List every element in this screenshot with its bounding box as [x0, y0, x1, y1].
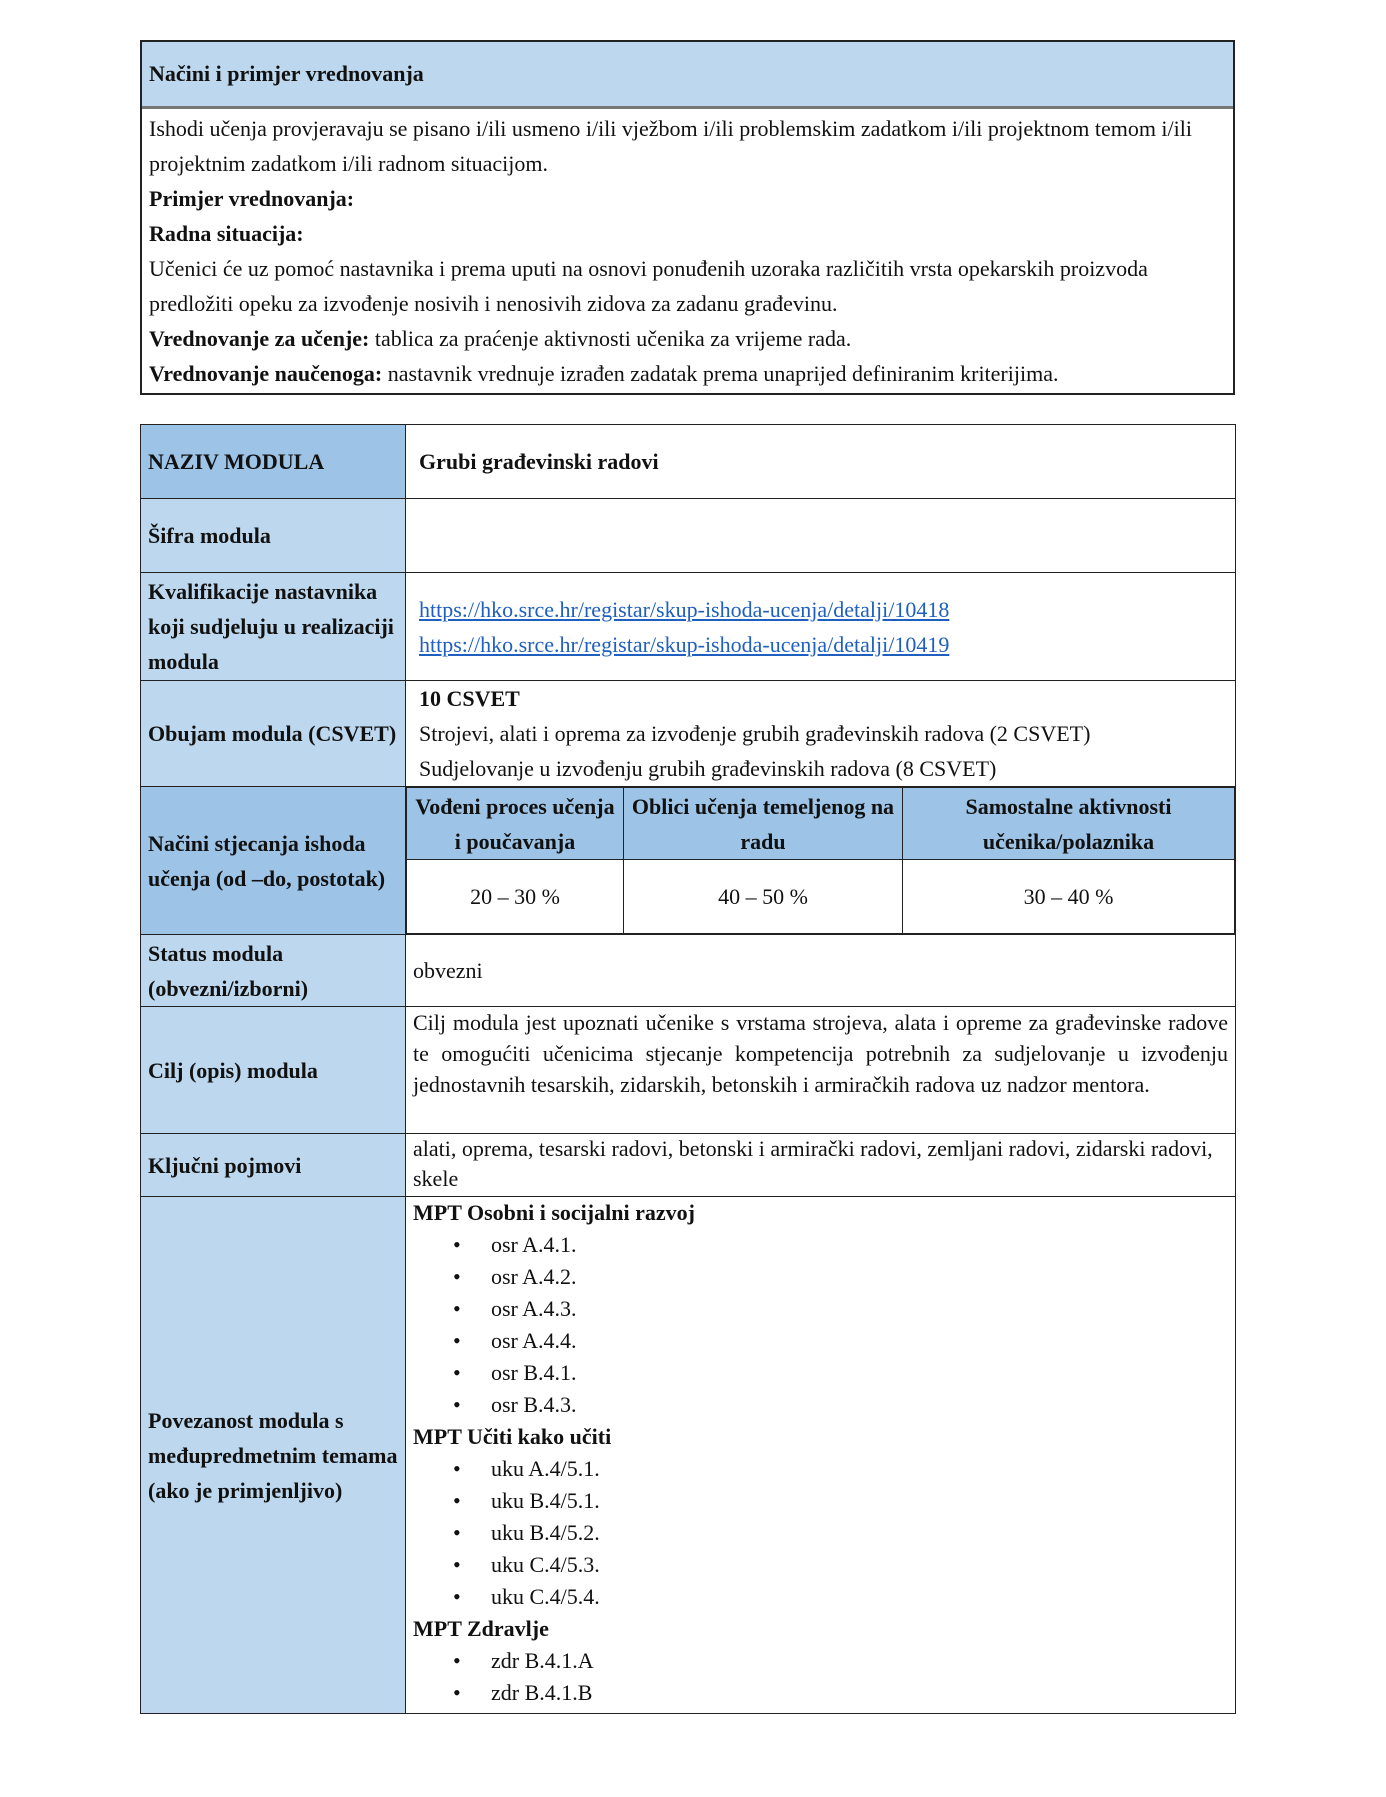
list-item — [413, 1453, 1228, 1485]
module-code-label: Šifra modula — [141, 499, 406, 573]
bullet-icon: • — [453, 1552, 461, 1577]
bullet-icon: • — [453, 1392, 461, 1417]
list-item-text: osr B.4.1. — [491, 1360, 577, 1385]
crosscurricular-group-title: MPT Zdravlje — [413, 1616, 549, 1641]
crosscurricular-value — [406, 1197, 1236, 1714]
bullet-icon: • — [453, 1456, 461, 1481]
list-item — [413, 1677, 1228, 1709]
row-crosscurricular — [141, 1197, 1236, 1714]
list-item — [413, 1261, 1228, 1293]
list-item — [413, 1549, 1228, 1581]
list-item — [413, 1389, 1228, 1421]
acquisition-value: 20 – 30 % — [407, 860, 624, 934]
keywords-label: Ključni pojmovi — [141, 1134, 406, 1197]
list-item — [413, 1229, 1228, 1261]
row-module-name — [141, 425, 1236, 499]
list-item-text: osr A.4.1. — [491, 1232, 577, 1257]
list-item — [413, 1485, 1228, 1517]
list-item-text: osr A.4.3. — [491, 1296, 577, 1321]
bullet-icon: • — [453, 1648, 461, 1673]
bullet-icon: • — [453, 1520, 461, 1545]
list-item — [413, 1357, 1228, 1389]
bullet-icon: • — [453, 1360, 461, 1385]
bullet-icon: • — [453, 1584, 461, 1609]
list-item — [413, 1581, 1228, 1613]
row-scope — [141, 681, 1236, 787]
list-item-text: uku A.4/5.1. — [491, 1456, 600, 1481]
for-learning-text: tablica za praćenje aktivnosti učenika za vrijeme rada. — [369, 326, 852, 351]
list-item — [413, 1645, 1228, 1677]
bullet-icon: • — [453, 1232, 461, 1257]
status-value: obvezni — [406, 935, 1236, 1007]
evaluation-title: Načini i primjer vrednovanja — [142, 42, 1233, 109]
crosscurricular-list — [413, 1645, 1228, 1709]
acquisition-header: Samostalne aktivnosti učenika/polaznika — [903, 788, 1235, 860]
row-goal — [141, 1007, 1236, 1134]
of-learning-label: Vrednovanje naučenoga: — [149, 361, 383, 386]
crosscurricular-list — [413, 1453, 1228, 1613]
qualification-link-2[interactable]: https://hko.srce.hr/registar/skup-ishoda-ucenja/detalji/10419 — [419, 631, 950, 657]
scope-label: Obujam modula (CSVET) — [141, 681, 406, 787]
list-item-text: zdr B.4.1.A — [491, 1648, 594, 1673]
crosscurricular-group-title: MPT Učiti kako učiti — [413, 1424, 612, 1449]
acquisition-value: 30 – 40 % — [903, 860, 1235, 934]
module-name-label: NAZIV MODULA — [141, 425, 406, 499]
goal-label: Cilj (opis) modula — [141, 1007, 406, 1134]
list-item-text: uku C.4/5.4. — [491, 1584, 600, 1609]
qualifications-label: Kvalifikacije nastavnika koji sudjeluju u realizaciji modula — [141, 573, 406, 681]
row-acquisition — [141, 787, 1236, 935]
scope-total: 10 CSVET — [419, 686, 520, 711]
list-item-text: osr A.4.2. — [491, 1264, 577, 1289]
row-status — [141, 935, 1236, 1007]
module-code-value[interactable] — [406, 499, 1236, 573]
row-qualifications — [141, 573, 1236, 681]
acquisition-header: Oblici učenja temeljenog na radu — [624, 788, 903, 860]
evaluation-table — [140, 40, 1235, 395]
crosscurricular-list — [413, 1229, 1228, 1421]
keywords-value: alati, oprema, tesarski radovi, betonski i armirački radovi, zemljani radovi, zidarski radovi, skele — [406, 1134, 1236, 1197]
list-item — [413, 1293, 1228, 1325]
module-table — [140, 424, 1236, 1714]
evaluation-body — [142, 109, 1233, 393]
acquisition-header: Vođeni proces učenja i poučavanja — [407, 788, 624, 860]
qualification-link-1[interactable]: https://hko.srce.hr/registar/skup-ishoda-ucenja/detalji/10418 — [419, 596, 950, 622]
acquisition-label: Načini stjecanja ishoda učenja (od –do, postotak) — [141, 787, 406, 935]
crosscurricular-group-title: MPT Osobni i socijalni razvoj — [413, 1200, 695, 1225]
example-heading: Primjer vrednovanja: — [149, 186, 355, 211]
scope-item: Strojevi, alati i oprema za izvođenje grubih građevinskih radova (2 CSVET) — [419, 721, 1091, 746]
acquisition-value: 40 – 50 % — [624, 860, 903, 934]
bullet-icon: • — [453, 1680, 461, 1705]
list-item-text: uku B.4/5.2. — [491, 1520, 600, 1545]
scope-item: Sudjelovanje u izvođenju grubih građevinskih radova (8 CSVET) — [419, 756, 997, 781]
bullet-icon: • — [453, 1328, 461, 1353]
situation-text: Učenici će uz pomoć nastavnika i prema uputi na osnovi ponuđenih uzoraka različitih vrsta opekarskih proizvoda predložiti opeku za izvođenje nosivih i nenosivih zidova za zadanu građevinu. — [149, 256, 1148, 316]
crosscurricular-label: Povezanost modula s međupredmetnim temama (ako je primjenljivo) — [141, 1197, 406, 1714]
module-name-value: Grubi građevinski radovi — [406, 425, 1236, 499]
list-item — [413, 1517, 1228, 1549]
list-item-text: osr B.4.3. — [491, 1392, 577, 1417]
for-learning-label: Vrednovanje za učenje: — [149, 326, 370, 351]
list-item-text: zdr B.4.1.B — [491, 1680, 593, 1705]
bullet-icon: • — [453, 1296, 461, 1321]
list-item-text: uku B.4/5.1. — [491, 1488, 600, 1513]
situation-heading: Radna situacija: — [149, 221, 304, 246]
goal-value: Cilj modula jest upoznati učenike s vrstama strojeva, alata i opreme za građevinske radove te omogućiti učenicima stjecanje kompetencija potrebnih za sudjelovanje u izvođenju jednostavnih tesarskih, zidarskih, betonskih i armiračkih radova uz nadzor mentora. — [406, 1007, 1236, 1134]
bullet-icon: • — [453, 1264, 461, 1289]
acquisition-subtable — [406, 787, 1235, 934]
evaluation-intro: Ishodi učenja provjeravaju se pisano i/ili usmeno i/ili vježbom i/ili problemskim zadatkom i/ili projektnom temom i/ili projektnim zadatkom i/ili radnom situacijom. — [149, 116, 1192, 176]
status-label: Status modula (obvezni/izborni) — [141, 935, 406, 1007]
row-module-code — [141, 499, 1236, 573]
bullet-icon: • — [453, 1488, 461, 1513]
list-item-text: uku C.4/5.3. — [491, 1552, 600, 1577]
list-item-text: osr A.4.4. — [491, 1328, 577, 1353]
list-item — [413, 1325, 1228, 1357]
row-keywords — [141, 1134, 1236, 1197]
of-learning-text: nastavnik vrednuje izrađen zadatak prema unaprijed definiranim kriterijima. — [382, 361, 1059, 386]
